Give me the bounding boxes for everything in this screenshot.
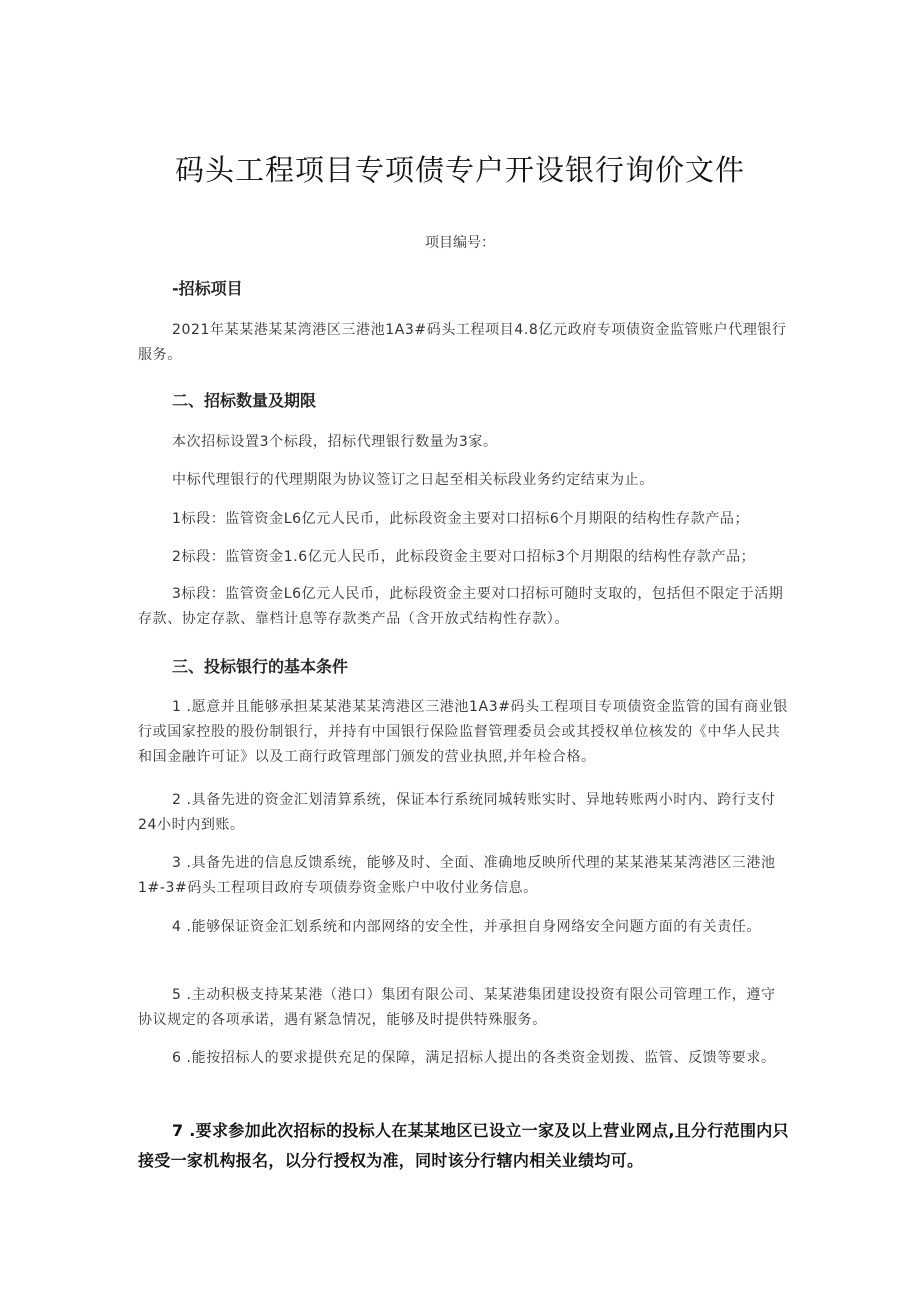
section2-paragraph-1: 本次招标设置3个标段，招标代理银行数量为3家。 (172, 434, 498, 450)
section1-paragraph: 2021年某某港某某湾港区三港池1A3#码头工程项目4.8亿元政府专项债资金监管账户代理银行服务。 (138, 322, 787, 363)
condition-item-4: 4 .能够保证资金汇划系统和内部网络的安全性，并承担自身网络安全问题方面的有关责任。 (172, 919, 762, 935)
document-title: 码头工程项目专项债专户开设银行询价文件 (174, 153, 745, 187)
section-heading-bidding-project: -招标项目 (172, 279, 243, 298)
section2-lot3: 3标段：监管资金L6亿元人民币，此标段资金主要对口招标可随时支取的，包括但不限定于活期存款、协定存款、靠档计息等存款类产品（含开放式结构性存款）。 (138, 586, 784, 627)
condition-item-1: 1 .愿意并且能够承担某某港某某湾港区三港池1A3#码头工程项目专项债资金监管的国有商业银行或国家控股的股份制银行，并持有中国银行保险监督管理委员会或其授权单位核发的《中华人民共和国金融许可证》以及工商行政管理部门颁发的营业执照,并年检合格。 (138, 699, 788, 765)
condition-item-2: 2 .具备先进的资金汇划清算系统，保证本行系统同城转账实时、异地转账两小时内、跨行支付24小时内到账。 (138, 792, 776, 833)
section-heading-basic-conditions: 三、投标银行的基本条件 (172, 657, 349, 676)
section2-lot2: 2标段：监管资金1.6亿元人民币，此标段资金主要对口招标3个月期限的结构性存款产品； (172, 549, 756, 565)
condition-item-5: 5 .主动积极支持某某港（港口）集团有限公司、某某港集团建设投资有限公司管理工作，遵守协议规定的各项承诺，遇有紧急情况，能够及时提供特殊服务。 (138, 987, 776, 1028)
section2-lot1: 1标段：监管资金L6亿元人民币，此标段资金主要对口招标6个月期限的结构性存款产品； (172, 511, 750, 527)
project-number-label: 项目编号： (425, 235, 495, 251)
condition-item-3: 3 .具备先进的信息反馈系统，能够及时、全面、准确地反映所代理的某某港某某湾港区三港池1#-3#码头工程项目政府专项债券资金账户中收付业务信息。 (138, 855, 776, 896)
section-heading-quantity-period: 二、招标数量及期限 (172, 391, 317, 410)
condition-item-6: 6 .能按招标人的要求提供充足的保障，满足招标人提出的各类资金划拨、监管、反馈等要求。 (172, 1050, 776, 1066)
condition-item-7: 7 .要求参加此次招标的投标人在某某地区已设立一家及以上营业网点,且分行范围内只接受一家机构报名，以分行授权为准，同时该分行辖内相关业绩均可。 (138, 1121, 789, 1170)
section2-paragraph-2: 中标代理银行的代理期限为协议签订之日起至相关标段业务约定结束为止。 (172, 472, 654, 488)
